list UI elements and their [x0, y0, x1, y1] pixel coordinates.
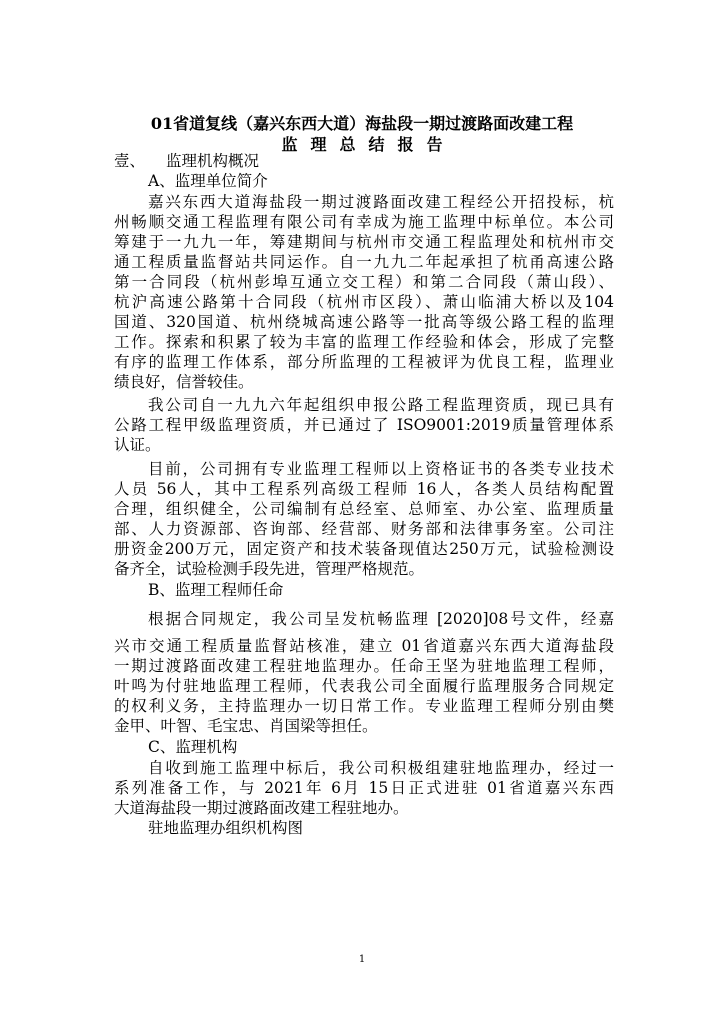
paragraph-line: 国道、320国道、杭州绕城高速公路等一批高等级公路工程的监理	[114, 313, 614, 331]
paragraph-line: 筹建于一九九一年，筹建期间与杭州市交通工程监理处和杭州市交	[114, 233, 614, 251]
paragraph-line: 目前，公司拥有专业监理工程师以上资格证书的各类专业技术	[148, 460, 614, 478]
paragraph-line: 金甲、叶智、毛宝忠、肖国梁等担任。	[114, 717, 378, 735]
paragraph-line: 册资金200万元，固定资产和技术装备现值达250万元，试验检测设	[114, 540, 614, 558]
paragraph-line: 我公司自一九九六年起组织申报公路工程监理资质，现已具有	[148, 396, 614, 414]
paragraph-line: 的权利义务，主持监理办一切日常工作。专业监理工程师分别由樊	[114, 697, 614, 715]
org-chart-caption: 驻地监理办组织机构图	[148, 819, 304, 837]
document-title: 01省道复线（嘉兴东西大道）海盐段一期过渡路面改建工程	[150, 114, 574, 133]
paragraph-line: 合理，组织健全，公司编制有总经室、总师室、办公室、监理质量	[114, 500, 614, 518]
paragraph-line: 备齐全，试验检测手段先进，管理严格规范。	[114, 560, 425, 578]
paragraph-line: 一期过渡路面改建工程驻地监理办。任命王坚为驻地监理工程师，	[114, 657, 614, 675]
paragraph-line: 部、人力资源部、咨询部、经营部、财务部和法律事务室。公司注	[114, 520, 614, 538]
section-heading: 监理机构概况	[166, 152, 260, 170]
page-number: 1	[358, 954, 366, 965]
paragraph-line: 人员 56人，其中工程系列高级工程师 16人，各类人员结构配置	[114, 480, 614, 498]
paragraph-line: 嘉兴东西大道海盐段一期过渡路面改建工程经公开招投标，杭	[148, 193, 614, 211]
paragraph-line: 兴市交通工程质量监督站核准，建立 01省道嘉兴东西大道海盐段	[114, 637, 614, 655]
subsection-heading-b: B、监理工程师任命	[148, 581, 284, 599]
paragraph-line: 系列准备工作，与 2021年 6月 15日正式进驻 01省道嘉兴东西	[114, 779, 614, 797]
paragraph-line: 认证。	[114, 436, 161, 454]
paragraph-line: 公路工程甲级监理资质，并已通过了 ISO9001:2019质量管理体系	[114, 416, 614, 434]
paragraph-line: 杭沪高速公路第十合同段（杭州市区段）、萧山临浦大桥以及104	[114, 293, 614, 311]
paragraph-line: 绩良好，信誉较佳。	[114, 373, 254, 391]
subsection-heading-c: C、监理机构	[148, 738, 238, 756]
paragraph-line: 叶鸣为付驻地监理工程师，代表我公司全面履行监理服务合同规定	[114, 677, 614, 695]
document-subtitle: 监理总结报告	[281, 135, 456, 154]
paragraph-line: 州畅顺交通工程监理有限公司有幸成为施工监理中标单位。本公司	[114, 213, 614, 231]
paragraph-line: 通工程质量监督站共同运作。自一九九二年起承担了杭甬高速公路	[114, 253, 614, 271]
paragraph-line: 根据合同规定，我公司呈发杭畅监理 [2020]08号文件，经嘉	[148, 610, 614, 628]
subsection-heading-a: A、监理单位简介	[148, 172, 268, 190]
paragraph-line: 有序的监理工作体系，部分所监理的工程被评为优良工程，监理业	[114, 353, 614, 371]
paragraph-line: 第一合同段（杭州彭埠互通立交工程）和第二合同段（萧山段）、	[114, 273, 614, 291]
paragraph-line: 大道海盐段一期过渡路面改建工程驻地办。	[114, 799, 409, 817]
paragraph-line: 工作。探索和积累了较为丰富的监理工作经验和体会，形成了完整	[114, 333, 614, 351]
paragraph-line: 自收到施工监理中标后，我公司积极组建驻地监理办，经过一	[148, 759, 614, 777]
section-number: 壹、	[114, 152, 146, 170]
